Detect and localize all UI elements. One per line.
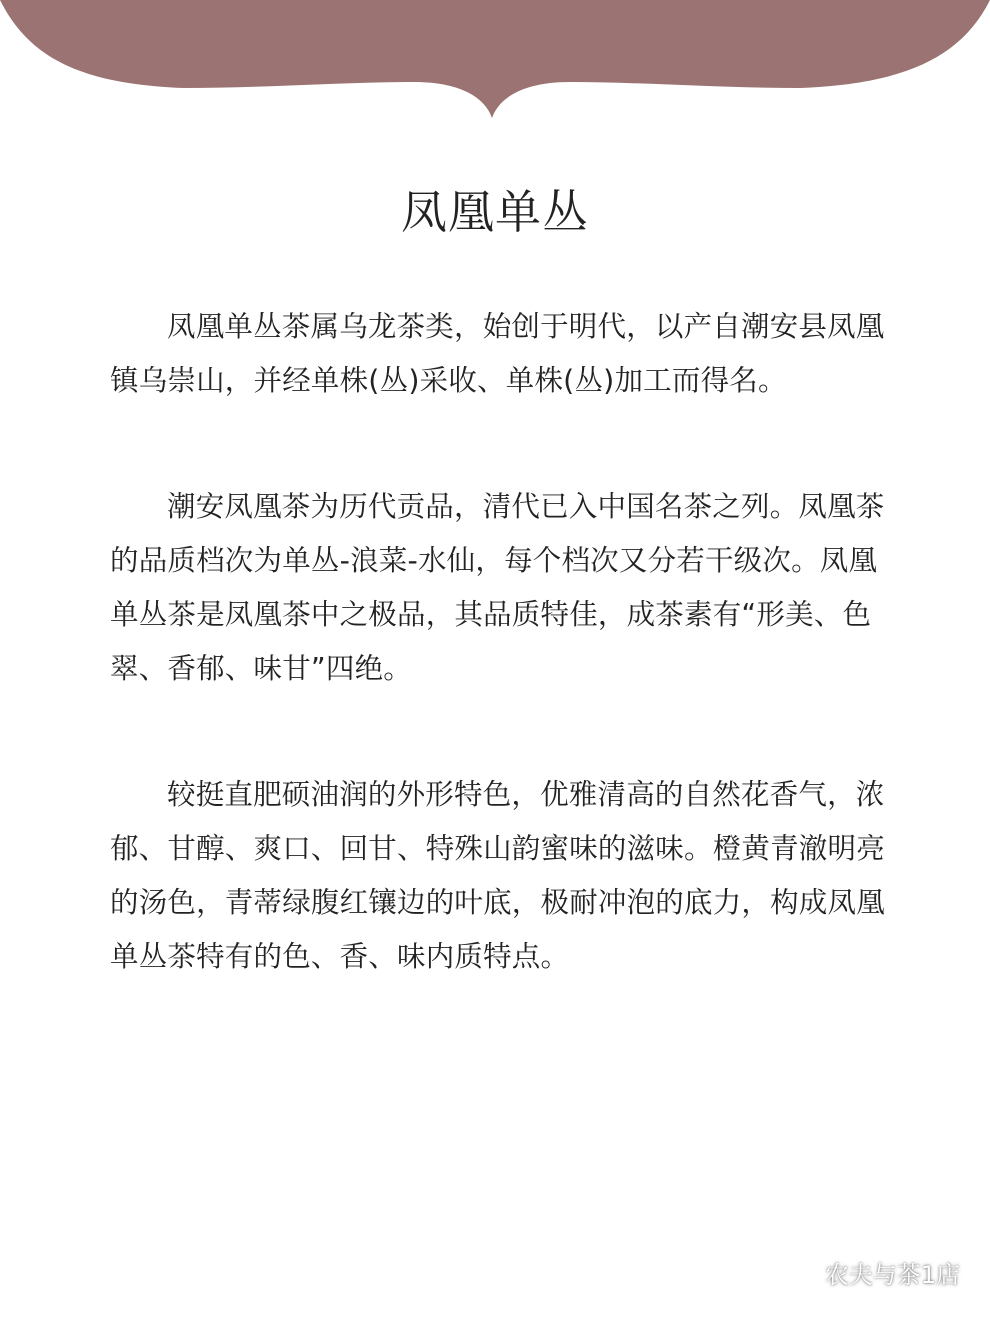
watermark — [777, 1255, 960, 1290]
article-body — [110, 300, 890, 1056]
wechat-icon — [777, 1258, 817, 1288]
paragraph-history: 潮安凤凰茶为历代贡品，清代已入中国名茶之列。凤凰茶的品质档次为单丛-浪菜-水仙，每个档次又分若干级次。凤凰单丛茶是凤凰茶中之极品，其品质特佳，成茶素有“形美、色翠、香郁、味甘”四绝。 — [110, 490, 885, 685]
paragraph-characteristics: 较挺直肥硕油润的外形特色，优雅清高的自然花香气，浓郁、甘醇、爽口、回甘、特殊山韵蜜味的滋味。橙黄青澈明亮的汤色，青蒂绿腹红镶边的叶底，极耐冲泡的底力，构成凤凰单丛茶特有的色、香、味内质特点。 — [110, 778, 885, 973]
top-banner — [0, 0, 990, 130]
paragraph-origin: 凤凰单丛茶属乌龙茶类，始创于明代，以产自潮安县凤凰镇乌崇山，并经单株(丛)采收、单株(丛)加工而得名。 — [110, 310, 885, 397]
wave-banner-shape — [0, 0, 990, 130]
watermark-text: 农夫与茶1店 — [824, 1261, 960, 1289]
page-title: 凤凰单丛 — [401, 185, 589, 239]
